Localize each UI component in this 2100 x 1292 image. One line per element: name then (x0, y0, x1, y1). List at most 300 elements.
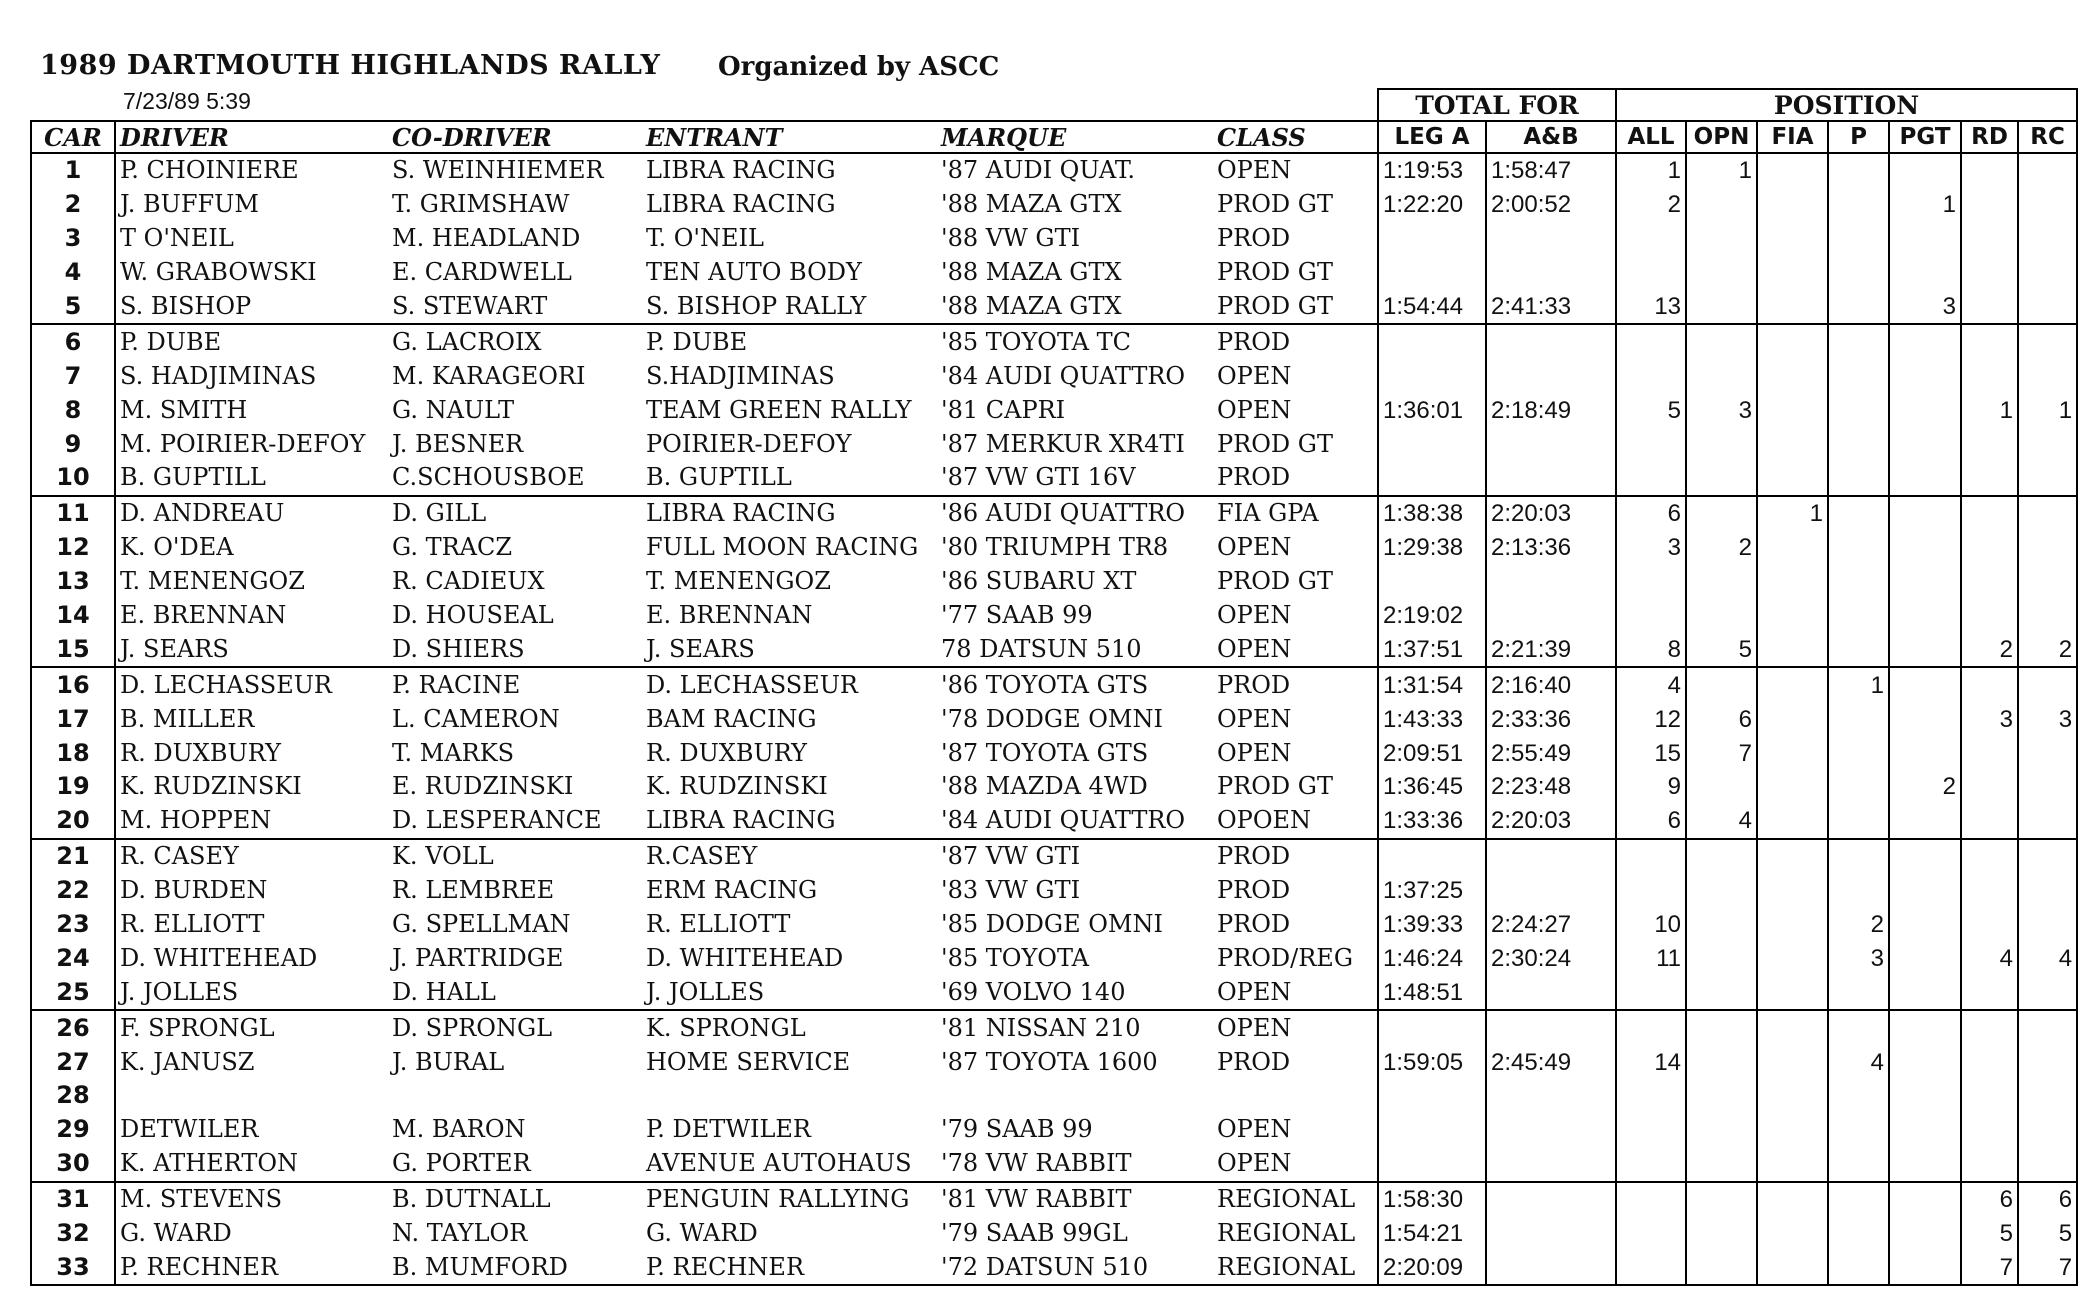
car-number: 7 (31, 359, 115, 393)
pos-pgt (1889, 1079, 1961, 1113)
pos-rd: 4 (1961, 941, 2018, 975)
pos-pgt (1889, 359, 1961, 393)
class: PROD (1213, 908, 1378, 942)
pos-opn (1686, 1182, 1757, 1217)
entrant: LIBRA RACING (646, 806, 836, 835)
co-driver: N. TAYLOR (392, 1219, 528, 1248)
pos-p (1828, 1010, 1889, 1045)
co-driver (388, 1079, 642, 1113)
pos-opn: 5 (1686, 632, 1757, 667)
pos-rc (2018, 188, 2077, 222)
entrant: PENGUIN RALLYING (642, 1182, 937, 1217)
leg-a-time (1378, 359, 1486, 393)
pos-pgt (1889, 531, 1961, 565)
col-rc: RC (2018, 121, 2077, 153)
car-number: 25 (31, 975, 115, 1010)
a-and-b-time: 2:21:39 (1486, 632, 1616, 667)
class: FIA GPA (1213, 496, 1378, 531)
pos-p (1828, 804, 1889, 839)
entrant: TEAM GREEN RALLY (646, 395, 912, 424)
pos-rd (1961, 1045, 2018, 1079)
entrant: J. SEARS (646, 634, 755, 663)
pos-rd (1961, 839, 2018, 874)
pos-opn (1686, 496, 1757, 531)
table-row (31, 839, 2077, 874)
table-row (31, 1182, 2077, 1217)
pos-rd (1961, 667, 2018, 702)
car-number: 23 (31, 908, 115, 942)
leg-a-time (1378, 1147, 1486, 1182)
pos-fia (1757, 188, 1828, 222)
pos-pgt (1889, 1182, 1961, 1217)
pos-p (1828, 359, 1889, 393)
entrant: P. DETWILER (646, 1115, 811, 1144)
leg-a-time: 1:54:44 (1378, 290, 1486, 325)
leg-a-time (1378, 222, 1486, 256)
pos-rd (1961, 599, 2018, 633)
marque: '72 DATSUN 510 (937, 1251, 1213, 1286)
driver: M. POIRIER-DEFOY (120, 429, 366, 458)
entrant: POIRIER-DEFOY (646, 429, 852, 458)
table-row (31, 1010, 2077, 1045)
class: PROD (1213, 222, 1378, 256)
pos-pgt (1889, 975, 1961, 1010)
co-driver: R. CADIEUX (392, 567, 545, 596)
class: PROD GT (1213, 256, 1378, 290)
driver: K. JANUSZ (120, 1047, 255, 1076)
pos-fia (1757, 153, 1828, 188)
pos-opn: 7 (1686, 736, 1757, 770)
pos-p (1828, 324, 1889, 359)
car-number: 32 (31, 1217, 115, 1251)
driver: R. DUXBURY (120, 738, 281, 767)
pos-rc (2018, 599, 2077, 633)
pos-rd (1961, 908, 2018, 942)
pos-opn (1686, 1079, 1757, 1113)
pos-all: 6 (1616, 496, 1686, 531)
table-row (31, 461, 2077, 496)
table-row (31, 565, 2077, 599)
col-rd: RD (1961, 121, 2018, 153)
marque: '81 NISSAN 210 (937, 1010, 1213, 1045)
driver: M. SMITH (120, 395, 248, 424)
results-table (30, 88, 2078, 1286)
table-row (31, 324, 2077, 359)
driver: D. WHITEHEAD (120, 943, 318, 972)
co-driver: S. STEWART (392, 292, 548, 320)
pos-rd (1961, 531, 2018, 565)
pos-all (1616, 1251, 1686, 1286)
entrant: R. ELLIOTT (646, 910, 791, 939)
pos-rc (2018, 222, 2077, 256)
class: OPEN (1213, 632, 1378, 667)
entrant: S. BISHOP RALLY (646, 292, 867, 320)
marque: '69 VOLVO 140 (941, 977, 1126, 1006)
pos-rd (1961, 565, 2018, 599)
leg-a-time: 1:38:38 (1378, 496, 1486, 531)
pos-rc (2018, 874, 2077, 908)
car-number: 31 (31, 1182, 115, 1217)
marque: '80 TRIUMPH TR8 (941, 533, 1169, 562)
pos-p (1828, 290, 1889, 325)
driver: J. BUFFUM (120, 190, 259, 219)
pos-opn: 2 (1686, 531, 1757, 565)
pos-opn (1686, 359, 1757, 393)
marque: '77 SAAB 99 (941, 601, 1093, 630)
pos-rd (1961, 804, 2018, 839)
class: OPEN (1213, 736, 1378, 770)
pos-p: 4 (1828, 1045, 1889, 1079)
leg-a-time: 1:22:20 (1378, 188, 1486, 222)
leg-a-time: 1:43:33 (1378, 702, 1486, 736)
table-row (31, 736, 2077, 770)
driver: F. SPRONGL (115, 1010, 388, 1045)
pos-pgt (1889, 632, 1961, 667)
class: OPEN (1213, 975, 1378, 1010)
pos-rc: 3 (2018, 702, 2077, 736)
entrant: FULL MOON RACING (646, 533, 919, 562)
pos-fia (1757, 1182, 1828, 1217)
class (1213, 1079, 1378, 1113)
pos-opn (1686, 188, 1757, 222)
a-and-b-time (1486, 427, 1616, 461)
pos-all (1616, 975, 1686, 1010)
car-number: 29 (31, 1113, 115, 1147)
table-row (31, 153, 2077, 188)
entrant: K. RUDZINSKI (646, 772, 828, 801)
pos-pgt: 1 (1889, 188, 1961, 222)
car-number: 21 (31, 839, 115, 874)
pos-all (1616, 839, 1686, 874)
pos-fia (1757, 531, 1828, 565)
pos-fia (1757, 222, 1828, 256)
pos-p (1828, 1113, 1889, 1147)
entrant: LIBRA RACING (646, 190, 836, 219)
pos-fia (1757, 1251, 1828, 1286)
table-row (31, 632, 2077, 667)
pos-rc (2018, 1079, 2077, 1113)
marque: '88 MAZA GTX (941, 258, 1122, 287)
pos-fia (1757, 1217, 1828, 1251)
pos-fia (1757, 736, 1828, 770)
a-and-b-time (1486, 839, 1616, 874)
position-header: POSITION (1616, 89, 2077, 121)
driver: D. LECHASSEUR (115, 667, 388, 702)
col-all: ALL (1616, 121, 1686, 153)
pos-rd (1961, 290, 2018, 325)
class: PROD GT (1213, 565, 1378, 599)
pos-p (1828, 222, 1889, 256)
pos-rc: 7 (2018, 1251, 2077, 1286)
col-entrant: ENTRANT (642, 121, 937, 153)
pos-opn (1686, 667, 1757, 702)
entrant (642, 1079, 937, 1113)
document-title: 1989 DARTMOUTH HIGHLANDS RALLY (40, 50, 661, 81)
marque: '88 VW GTI (941, 224, 1081, 253)
car-number: 14 (31, 599, 115, 633)
driver (115, 1079, 388, 1113)
pos-fia (1757, 804, 1828, 839)
pos-pgt (1889, 324, 1961, 359)
driver: M. HOPPEN (120, 806, 272, 835)
driver: G. WARD (120, 1219, 232, 1248)
car-number: 24 (31, 941, 115, 975)
pos-pgt (1889, 1147, 1961, 1182)
pos-p (1828, 770, 1889, 804)
pos-rd: 6 (1961, 1182, 2018, 1217)
marque: '87 VW GTI (937, 839, 1213, 874)
pos-rc (2018, 770, 2077, 804)
pos-opn (1686, 324, 1757, 359)
leg-a-time: 2:20:09 (1378, 1251, 1486, 1286)
marque: '84 AUDI QUATTRO (941, 361, 1186, 390)
col-p: P (1828, 121, 1889, 153)
driver: M. STEVENS (115, 1182, 388, 1217)
leg-a-time: 2:09:51 (1378, 736, 1486, 770)
co-driver: S. WEINHIEMER (392, 156, 604, 185)
entrant: S.HADJIMINAS (646, 361, 835, 390)
a-and-b-time: 2:20:03 (1486, 804, 1616, 839)
class: PROD (1213, 1045, 1378, 1079)
pos-rd: 2 (1961, 632, 2018, 667)
pos-rc (2018, 839, 2077, 874)
pos-all (1616, 461, 1686, 496)
a-and-b-time: 2:20:03 (1486, 496, 1616, 531)
car-number: 12 (31, 531, 115, 565)
table-row (31, 941, 2077, 975)
car-number: 15 (31, 632, 115, 667)
table-row (31, 1251, 2077, 1286)
leg-a-time (1378, 461, 1486, 496)
leg-a-time (1378, 324, 1486, 359)
pos-fia (1757, 427, 1828, 461)
car-number: 5 (31, 290, 115, 325)
pos-fia (1757, 702, 1828, 736)
a-and-b-time: 2:16:40 (1486, 667, 1616, 702)
pos-fia (1757, 324, 1828, 359)
class: OPOEN (1213, 804, 1378, 839)
pos-all: 3 (1616, 531, 1686, 565)
pos-p (1828, 496, 1889, 531)
table-row (31, 975, 2077, 1010)
class: PROD GT (1213, 770, 1378, 804)
pos-all: 5 (1616, 393, 1686, 427)
co-driver: D. HOUSEAL (392, 601, 554, 630)
pos-p (1828, 1217, 1889, 1251)
pos-p (1828, 1147, 1889, 1182)
pos-opn (1686, 565, 1757, 599)
marque: '86 TOYOTA GTS (937, 667, 1213, 702)
class: REGIONAL (1213, 1182, 1378, 1217)
table-row (31, 359, 2077, 393)
co-driver: J. PARTRIDGE (392, 943, 564, 972)
table-row (31, 1147, 2077, 1182)
driver: T O'NEIL (120, 224, 234, 253)
pos-rd (1961, 770, 2018, 804)
pos-pgt (1889, 1113, 1961, 1147)
pos-pgt (1889, 496, 1961, 531)
co-driver: C.SCHOUSBOE (392, 463, 585, 492)
marque: '81 CAPRI (941, 395, 1066, 424)
pos-all (1616, 222, 1686, 256)
marque: '86 SUBARU XT (941, 567, 1137, 596)
pos-fia (1757, 941, 1828, 975)
a-and-b-time (1486, 1010, 1616, 1045)
driver: R. CASEY (115, 839, 388, 874)
driver: K. ATHERTON (120, 1149, 298, 1178)
class: OPEN (1213, 702, 1378, 736)
car-number: 6 (31, 324, 115, 359)
table-row (31, 908, 2077, 942)
pos-opn: 4 (1686, 804, 1757, 839)
pos-pgt (1889, 839, 1961, 874)
driver: D. BURDEN (120, 876, 268, 905)
pos-pgt (1889, 256, 1961, 290)
pos-fia (1757, 599, 1828, 633)
co-driver: D. HALL (392, 977, 496, 1006)
pos-fia (1757, 1010, 1828, 1045)
class: REGIONAL (1213, 1251, 1378, 1286)
pos-all (1616, 1079, 1686, 1113)
co-driver: D. GILL (388, 496, 642, 531)
a-and-b-time: 2:41:33 (1486, 290, 1616, 325)
driver: DETWILER (120, 1115, 259, 1144)
entrant: D. LECHASSEUR (642, 667, 937, 702)
pos-rc (2018, 461, 2077, 496)
pos-pgt (1889, 1010, 1961, 1045)
pos-opn (1686, 908, 1757, 942)
pos-rc: 4 (2018, 941, 2077, 975)
driver: J. JOLLES (120, 977, 239, 1006)
pos-rd (1961, 874, 2018, 908)
driver: P. DUBE (115, 324, 388, 359)
marque: '85 TOYOTA TC (937, 324, 1213, 359)
pos-rc: 5 (2018, 1217, 2077, 1251)
col-driver: DRIVER (115, 121, 388, 153)
car-number: 11 (31, 496, 115, 531)
entrant: B. GUPTILL (646, 463, 792, 492)
driver: E. BRENNAN (120, 601, 287, 630)
marque: '84 AUDI QUATTRO (941, 806, 1186, 835)
a-and-b-time (1486, 1251, 1616, 1286)
pos-opn (1686, 1147, 1757, 1182)
pos-rc (2018, 804, 2077, 839)
pos-rc (2018, 1045, 2077, 1079)
pos-rc (2018, 1010, 2077, 1045)
pos-pgt (1889, 736, 1961, 770)
leg-a-time (1378, 256, 1486, 290)
leg-a-time (1378, 427, 1486, 461)
car-number: 2 (31, 188, 115, 222)
car-number: 10 (31, 461, 115, 496)
driver: T. MENENGOZ (120, 567, 305, 596)
car-number: 30 (31, 1147, 115, 1182)
a-and-b-time: 2:18:49 (1486, 393, 1616, 427)
pos-pgt (1889, 599, 1961, 633)
marque (937, 1079, 1213, 1113)
class: PROD GT (1213, 290, 1378, 325)
pos-rd (1961, 153, 2018, 188)
car-number: 33 (31, 1251, 115, 1286)
pos-rd (1961, 461, 2018, 496)
pos-opn (1686, 599, 1757, 633)
pos-rd (1961, 1010, 2018, 1045)
pos-pgt (1889, 874, 1961, 908)
a-and-b-time (1486, 256, 1616, 290)
pos-rd (1961, 188, 2018, 222)
pos-fia (1757, 908, 1828, 942)
driver: D. ANDREAU (115, 496, 388, 531)
pos-pgt (1889, 1045, 1961, 1079)
table-row (31, 393, 2077, 427)
marque: '85 DODGE OMNI (941, 910, 1163, 939)
a-and-b-time: 2:23:48 (1486, 770, 1616, 804)
a-and-b-time: 2:30:24 (1486, 941, 1616, 975)
driver: S. BISHOP (120, 292, 252, 320)
entrant: K. SPRONGL (642, 1010, 937, 1045)
leg-a-time (1378, 1010, 1486, 1045)
table-row (31, 667, 2077, 702)
a-and-b-time: 2:33:36 (1486, 702, 1616, 736)
class: OPEN (1213, 1010, 1378, 1045)
pos-all: 10 (1616, 908, 1686, 942)
pos-all (1616, 874, 1686, 908)
table-row (31, 427, 2077, 461)
pos-all: 1 (1616, 153, 1686, 188)
pos-rc (2018, 736, 2077, 770)
driver: K. O'DEA (120, 533, 234, 562)
pos-opn (1686, 1251, 1757, 1286)
leg-a-time: 1:54:21 (1378, 1217, 1486, 1251)
pos-rc (2018, 359, 2077, 393)
marque: 78 DATSUN 510 (941, 634, 1142, 663)
pos-fia (1757, 256, 1828, 290)
pos-pgt (1889, 565, 1961, 599)
entrant: LIBRA RACING (646, 156, 836, 185)
leg-a-time: 1:37:25 (1378, 874, 1486, 908)
a-and-b-time (1486, 874, 1616, 908)
col-class: CLASS (1213, 121, 1378, 153)
pos-all: 12 (1616, 702, 1686, 736)
pos-fia (1757, 290, 1828, 325)
class: OPEN (1213, 393, 1378, 427)
driver: S. HADJIMINAS (120, 361, 317, 390)
pos-all (1616, 1113, 1686, 1147)
pos-fia (1757, 667, 1828, 702)
pos-rd (1961, 1113, 2018, 1147)
marque: '78 DODGE OMNI (941, 704, 1163, 733)
class: PROD/REG (1213, 941, 1378, 975)
co-driver: P. RACINE (388, 667, 642, 702)
table-row (31, 531, 2077, 565)
pos-p (1828, 256, 1889, 290)
driver: B. GUPTILL (120, 463, 266, 492)
pos-fia (1757, 359, 1828, 393)
a-and-b-time: 1:58:47 (1486, 153, 1616, 188)
class: OPEN (1213, 153, 1378, 188)
pos-pgt (1889, 461, 1961, 496)
pos-rc (2018, 290, 2077, 325)
pos-all (1616, 565, 1686, 599)
class: OPEN (1213, 599, 1378, 633)
marque: '87 AUDI QUAT. (941, 156, 1135, 185)
pos-fia (1757, 839, 1828, 874)
pos-rc (2018, 667, 2077, 702)
car-number: 26 (31, 1010, 115, 1045)
table-row (31, 804, 2077, 839)
entrant: J. JOLLES (646, 977, 765, 1006)
total-for-header: TOTAL FOR (1378, 89, 1616, 121)
